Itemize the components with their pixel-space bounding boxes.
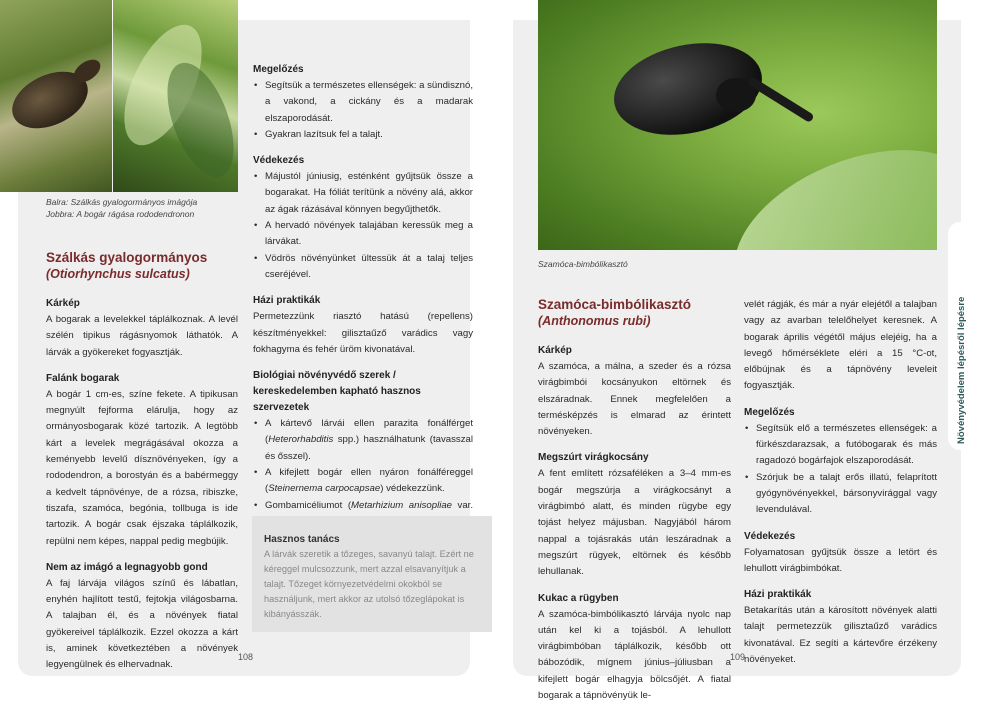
heading-megszurt: Megszúrt virágkocsány <box>538 452 649 464</box>
photo-caption-right: Szamóca-bimbólikasztó <box>538 259 628 269</box>
list-item: • Májustól júniusig, esténként gyűjtsük össze a bogarakat. Ha fóliát terítünk a növény alá, akkor az ágak rázásával könnyen begyűjthetők. <box>265 169 473 218</box>
species-latin-name: (Otiorhynchus sulcatus) <box>46 267 190 281</box>
heading-vedekezes: Védekezés <box>253 155 305 167</box>
para-megszurt: A fent említett rózsaféléken a 3–4 mm-es bogár megszúrja a virágkocsányt a virágbimbó alatt, és minden rügybe egy tojást helyez májusban. Nagyjából három nappal a tojásrakás után leszáradnak a megszúrt rügyek, eltörnek és később lehullanak. <box>538 468 731 578</box>
heading-biologiai <box>253 368 473 416</box>
heading-nem-az-imago: Nem az imágó a legnagyobb gond <box>46 561 208 573</box>
list-item: • Szórjuk be a talajt erős illatú, felaprított gyógynövényekkel, bársonyvirággal vagy levendulával. <box>756 470 937 519</box>
para-vedekezes-right: Folyamatosan gyűjtsük össze a letört és lehullott virágbimbókat. <box>744 546 937 574</box>
latin-term: Steinernema carpocapsae <box>268 483 381 495</box>
heading-biologiai-line1: Biológiai növényvédő szerek / <box>253 370 396 382</box>
caption-line-right: Jobbra: A bogár rágása rododendronon <box>46 209 195 219</box>
photo-caption <box>46 196 197 220</box>
list-item: • Gyakran lazítsuk fel a talajt. <box>265 127 473 143</box>
heading-falank-bogarak: Falánk bogarak <box>46 372 120 384</box>
text-part: spp.) használhatunk (tavasszal és ősszel). <box>265 434 473 462</box>
heading-karkep: Kárkép <box>46 298 80 309</box>
heading-megelozes-right: Megelőzés <box>744 406 795 418</box>
left-column-1 <box>46 250 238 684</box>
latin-term: Heterorhabditis <box>268 434 334 446</box>
list-item <box>265 416 473 465</box>
heading-karkep-right: Kárkép <box>538 345 572 356</box>
tip-title: Hasznos tanács <box>264 534 340 545</box>
page-number-left: 108 <box>238 652 254 662</box>
heading-hazi-praktikak-right: Házi praktikák <box>744 589 812 601</box>
rhododendron-damage-photo <box>113 0 238 192</box>
list-megelozes <box>253 78 473 143</box>
strawberry-weevil-photo <box>538 0 937 250</box>
weevil-photo <box>0 0 112 192</box>
heading-hazi-praktikak: Házi praktikák <box>253 295 321 307</box>
list-biologiai <box>253 416 473 530</box>
species-title: Szálkás gyalogormányos <box>46 250 208 265</box>
heading-kukac: Kukac a rügyben <box>538 592 619 604</box>
para-karkep: A bogarak a levelekkel táplálkoznak. A levél szélén tipikus rágásnyomok láthatók. A lárvák a gyökereket fogyasztják. <box>46 314 238 358</box>
para-falank-bogarak: A bogár 1 cm-es, színe fekete. A tipikusan megnyúlt fejforma elárulja, hogy az ormányosbogarak közé tartozik. A legtöbb kárt a levelek megrágásával okozza a keményebb levelű dísznövényeken, így a rododendron, a borostyán és a babérmeggy a kedvelt tápnövénye, de a rózsa, ribiszke, tiszafa, szamóca, begónia, tollbuga is ide tartozik. A bogár csak éjszaka táplálkozik, repülni nem képes, nappal pedig megbújik. <box>46 388 238 547</box>
latin-term: Metarhizium anisopliae <box>351 499 453 511</box>
species-latin-name-right: (Anthonomus rubi) <box>538 314 651 328</box>
caption-line-left: Balra: Szálkás gyalogormányos imágója <box>46 197 198 207</box>
species-title-right: Szamóca-bimbólikasztó <box>538 297 692 312</box>
para-nem-az-imago: A faj lárvája világos színű és lábatlan, enyhén hajlított testű, fejtokja világosbarna. A talajban él, és a növények fiatal gyökereivel táplálkozik. Ezzel okozza a kárt is, aminek következtében a növények legyengülnek és elhervadnak. <box>46 577 238 671</box>
text-part: ) védekezzünk. <box>380 483 445 495</box>
chapter-side-tab-label: Növényvédelem lépésről lépésre <box>956 296 967 444</box>
para-kukac: A szamóca-bimbólikasztó lárvája nyolc nap után kel ki a tojásból. A lehullott virágbimbóban táplálkozik, később ott bábozódik, mígnem június–júliusban a kifejlett bogár elhagyja bölcsőjét. A fiatal bogarak a tápnövényük le- <box>538 608 731 702</box>
list-item <box>265 465 473 498</box>
list-megelozes-right <box>744 421 937 519</box>
list-item: • Vödrös növényünket ültessük át a talaj teljes cseréjével. <box>265 251 473 284</box>
text-part: var. <box>452 499 473 511</box>
para-hazi-praktikak-right: Betakarítás után a károsított növények alatti talajt permetezzük gilisztaűző varádics kivonatával. Ez segíti a kártevőre érzékeny növényeket. <box>744 605 937 666</box>
left-column-2 <box>253 62 473 540</box>
para-continued: velét rágják, és már a nyár elejétől a talajban vagy az avarban telelőhelyet keresnek. A bogarak április végétől május elejéig, ha a levegő hőmérséklete eléri a 15 °C-ot, előbújnak és a tápnövény leveleit fogyasztják. <box>744 299 937 392</box>
list-item: • Segítsük elő a természetes ellenségek: a fürkészdarazsak, a futóbogarak és más ragadozó bogárfajok elszaporodását. <box>756 421 937 470</box>
heading-vedekezes-right: Védekezés <box>744 530 796 542</box>
para-hazi-praktikak: Permetezzünk riasztó hatású (repellens) készítményekkel: gilisztaűző varádics vagy fokhagyma és fehér üröm kivonatával. <box>253 311 473 355</box>
chapter-side-tab <box>948 222 983 450</box>
tip-box <box>252 516 492 632</box>
list-item: • A hervadó növények talajában keressük meg a lárvákat. <box>265 218 473 251</box>
list-vedekezes <box>253 169 473 283</box>
page-number-right: 109 <box>730 652 746 662</box>
text-part: A kifejlett bogár ellen nyáron fonálféreggel ( <box>265 467 473 495</box>
right-column-2 <box>744 297 937 678</box>
heading-megelozes: Megelőzés <box>253 64 304 75</box>
heading-biologiai-line2: kereskedelemben kapható hasznos szervezetek <box>253 386 421 414</box>
tip-text: A lárvák szeretik a tőzeges, savanyú talajt. Ezért ne kéreggel mulcsozzunk, mert azzal elsavanyítjuk a talajt. Tőzeget környezetvédelmi okokból se használjunk, mert akkor az utolsó tőzeglápokat is kibányásszák. <box>264 549 474 619</box>
text-part: Gombamicéliumot ( <box>265 499 352 511</box>
list-item: • Segítsük a természetes ellenségek: a sündisznó, a vakond, a cickány és a madarak elszaporodását. <box>265 78 473 127</box>
para-karkep-right: A szamóca, a málna, a szeder és a rózsa virágbimbói kocsányukon eltörnek és elszáradnak. Ennek megfelelően a termésképzés is elmarad az érintett növényeken. <box>538 361 731 438</box>
right-column-1 <box>538 297 731 714</box>
text-part: A kártevő lárvái ellen parazita fonálférget ( <box>265 418 473 446</box>
